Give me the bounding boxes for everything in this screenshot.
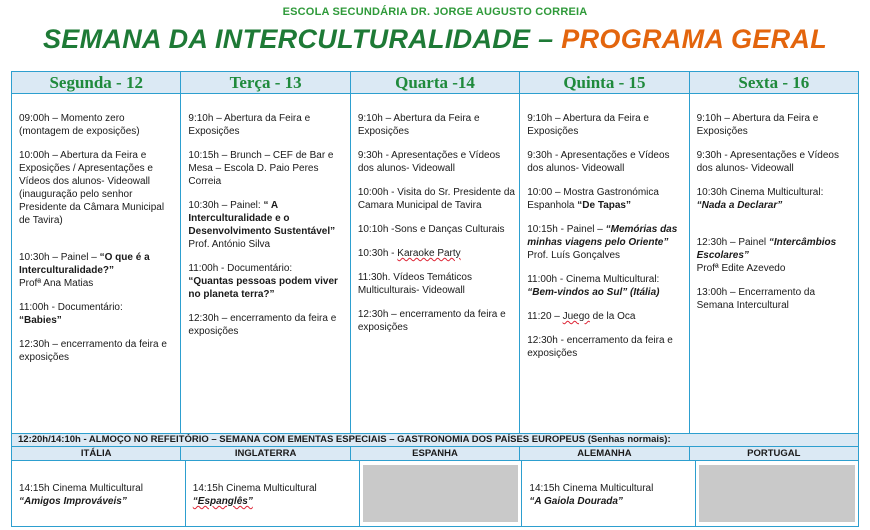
- event-title: “De Tapas”: [577, 200, 631, 211]
- event-item: [358, 247, 515, 260]
- event-time: 11:00h - Documentário:: [188, 263, 293, 274]
- film-title: “Espanglês”: [192, 496, 253, 507]
- empty-gray-cell: [363, 465, 519, 522]
- lunch-banner: 12:20h/14:10h - ALMOÇO NO REFEITÓRIO – SEMANA COM EMENTAS ESPECIAIS – GASTRONOMIA DOS PAÍSES EUROPEUS (Senhas normais):: [11, 434, 859, 447]
- day-header-quinta: Quinta - 15: [520, 72, 689, 93]
- event-time: 11:20 –: [527, 311, 563, 322]
- event-speaker: Prof. Luís Gonçalves: [527, 250, 621, 261]
- event-item: 12:30h - encerramento da feira e exposições: [527, 335, 673, 359]
- cinema-portugal: [696, 461, 858, 526]
- page-title: [0, 24, 870, 55]
- event-item: 9:30h - Apresentações e Vídeos dos alunos- Videowall: [357, 150, 501, 174]
- cinema-label: 14:15h Cinema Multicultural: [192, 483, 317, 494]
- event-item: 12:30h – encerramento da feira e exposições: [357, 309, 506, 333]
- day-header-terca: Terça - 13: [181, 72, 350, 93]
- event-title: “Babies”: [19, 315, 62, 326]
- event-item: 9:30h - Apresentações e Vídeos dos alunos- Videowall: [696, 150, 839, 174]
- countries-row: [11, 447, 859, 461]
- event-item: [527, 310, 684, 323]
- cinema-label: 14:15h Cinema Multicultural: [19, 483, 143, 494]
- event-title: “Quantas pessoas podem viver no planeta terra?”: [188, 276, 338, 300]
- event-time: 10:00 – Mostra Gastronómica Espanhola: [527, 187, 659, 211]
- empty-gray-cell: [699, 465, 855, 522]
- event-title: Karaoke Party: [397, 248, 461, 259]
- event-item: 9:30h - Apresentações e Vídeos dos alunos- Videowall: [527, 150, 670, 174]
- country-italia: ITÁLIA: [12, 447, 181, 460]
- event-item: 12:30h – encerramento da feira e exposições: [188, 313, 337, 337]
- event-item: 13:00h – Encerramento da Semana Intercultural: [696, 287, 816, 311]
- event-title: “Nada a Declarar”: [696, 200, 783, 211]
- event-item: 9:10h – Abertura da Feira e Exposições: [188, 113, 311, 137]
- cinema-alemanha: [522, 461, 696, 526]
- country-espanha: ESPANHA: [351, 447, 520, 460]
- country-portugal: PORTUGAL: [747, 448, 801, 459]
- event-item: 11:30h. Vídeos Temáticos Multiculturais- Videowall: [357, 272, 472, 296]
- event-item: [527, 186, 684, 212]
- column-quinta: [520, 94, 689, 433]
- cinema-inglaterra: [186, 461, 360, 526]
- event-item: 09:00h – Momento zero (montagem de exposições): [19, 113, 140, 137]
- country-alemanha: ALEMANHA: [520, 447, 689, 460]
- film-title: “Amigos Improváveis”: [19, 496, 127, 507]
- day-header-segunda: Segunda - 12: [12, 72, 181, 93]
- event-title: “Intercâmbios Escolares”: [696, 237, 837, 261]
- event-time: 11:00h - Documentário:: [19, 302, 123, 313]
- event-item: 10:00h - Visita do Sr. Presidente da Camara Municipal de Tavira: [357, 187, 515, 211]
- event-item: [19, 251, 176, 290]
- event-title: “ A Interculturalidade e o Desenvolvimento Sustentável”: [188, 200, 336, 237]
- day-header-quarta: Quarta -14: [351, 72, 520, 93]
- event-time: 10:30h Cinema Multicultural:: [696, 187, 824, 198]
- event-item: [188, 262, 345, 301]
- event-time: 11:00h - Cinema Multicultural:: [527, 274, 660, 285]
- event-item: [188, 199, 345, 251]
- event-time: 10:30h – Painel –: [19, 252, 100, 263]
- column-sexta: [690, 94, 858, 433]
- event-title-rest: de la Oca: [589, 311, 636, 322]
- event-time: 10:30h -: [357, 248, 398, 259]
- event-item: [697, 186, 854, 212]
- event-item: 12:30h – encerramento da feira e exposições: [19, 339, 167, 363]
- title-accent: PROGRAMA GERAL: [561, 24, 827, 54]
- school-name: ESCOLA SECUNDÁRIA DR. JORGE AUGUSTO CORREIA: [282, 6, 588, 18]
- cinema-espanha: [360, 461, 523, 526]
- event-title: “Memórias das minhas viagens pelo Oriente”: [527, 224, 678, 248]
- event-item: [697, 236, 854, 275]
- event-item: 9:10h – Abertura da Feira e Exposições: [527, 113, 649, 137]
- country-inglaterra: INGLATERRA: [181, 447, 350, 460]
- days-header-row: [11, 71, 859, 93]
- event-title: “O que é a Interculturalidade?”: [19, 252, 150, 276]
- film-title: “A Gaiola Dourada”: [529, 496, 623, 507]
- event-item: 9:10h – Abertura da Feira e Exposições: [696, 113, 819, 137]
- event-item: 10:00h – Abertura da Feira e Exposições / Apresentações e Vídeos dos alunos- Videowall (inauguração pelo senhor Presidente da Câmara Municipal de Tavira): [19, 150, 165, 226]
- cinema-italia: [12, 461, 186, 526]
- event-item: 10:10h -Sons e Danças Culturais: [357, 224, 505, 235]
- column-terca: [181, 94, 350, 433]
- event-item: 9:10h – Abertura da Feira e Exposições: [357, 113, 480, 137]
- event-time: 10:30h – Painel:: [188, 200, 264, 211]
- event-item: 10:15h – Brunch – CEF de Bar e Mesa – Escola D. Paio Peres Correia: [188, 150, 334, 187]
- event-item: [527, 223, 684, 262]
- event-time: 10:15h - Painel –: [527, 224, 606, 235]
- day-header-sexta: Sexta - 16: [738, 73, 810, 92]
- event-speaker: Profª Edite Azevedo: [696, 263, 786, 274]
- event-item: [527, 273, 684, 299]
- cinema-row: [11, 461, 859, 527]
- title-main: SEMANA DA INTERCULTURALIDADE –: [42, 24, 554, 54]
- event-item: [19, 301, 176, 327]
- event-time: 12:30h – Painel: [696, 237, 769, 248]
- schedule-grid: [11, 93, 859, 434]
- column-quarta: [351, 94, 520, 433]
- event-title: “Bem-vindos ao Sul” (Itália): [527, 287, 660, 298]
- event-title-word: Juego: [562, 311, 590, 322]
- event-speaker: Prof. António Silva: [188, 239, 271, 250]
- event-speaker: Profª Ana Matias: [19, 278, 94, 289]
- cinema-label: 14:15h Cinema Multicultural: [529, 483, 654, 494]
- column-segunda: [12, 94, 181, 433]
